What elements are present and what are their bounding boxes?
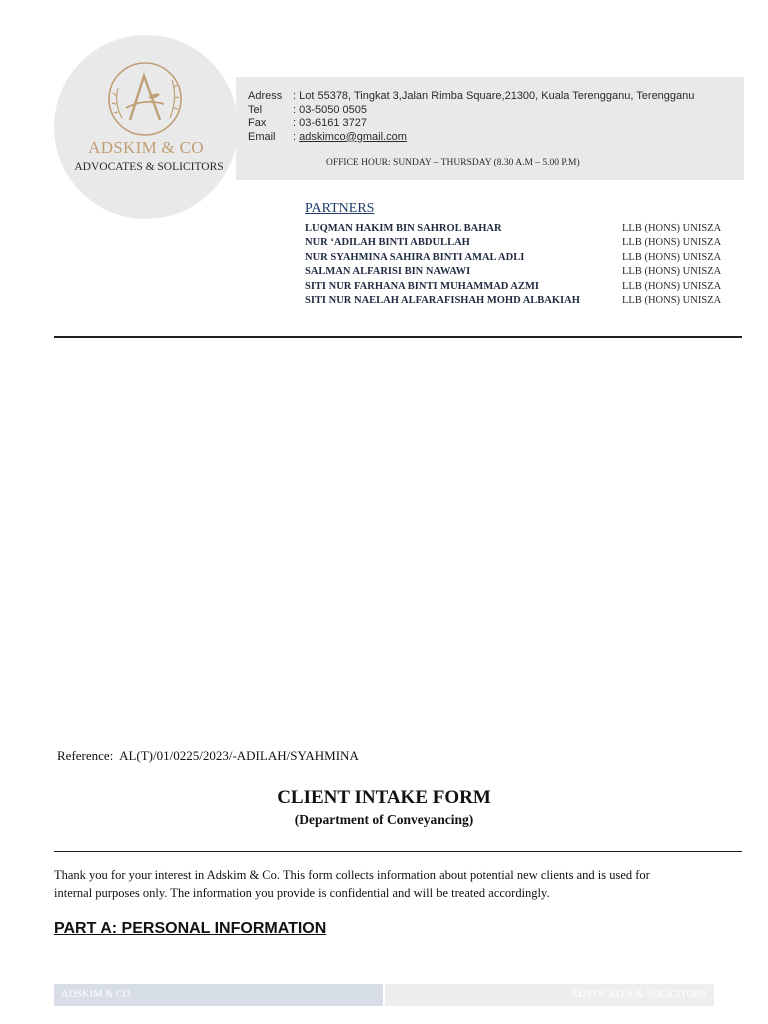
address-label: Adress — [248, 90, 283, 102]
header-divider — [54, 336, 742, 338]
tel-label: Tel — [248, 103, 263, 116]
partner-qualification: LLB (HONS) UNISZA — [622, 294, 722, 306]
partner-name: NUR SYAHMINA SAHIRA BINTI AMAL ADLI — [305, 251, 525, 263]
email-label: Email — [248, 130, 276, 143]
letter-a-wreath-logo-icon — [104, 58, 186, 140]
partner-name: SALMAN ALFARISI BIN NAWAWI — [305, 266, 471, 278]
tel-value: : 03-5050 0505 — [293, 103, 368, 116]
contact-row-address — [248, 90, 694, 104]
fax-label: Fax — [248, 117, 267, 129]
partner-qualification: LLB (HONS) UNISZA — [622, 280, 722, 292]
part-a-heading: PART A: PERSONAL INFORMATION — [54, 920, 327, 937]
partner-row — [305, 294, 735, 308]
firm-subtitle: ADVOCATES & SOLICITORS — [74, 161, 224, 173]
partner-qualification: LLB (HONS) UNISZA — [622, 251, 722, 263]
intro-paragraph — [54, 866, 734, 902]
contact-block — [248, 90, 694, 144]
partner-row — [305, 236, 735, 250]
email-prefix: : — [293, 130, 300, 143]
footer-firm-name: ADSKIM & CO — [54, 984, 383, 1006]
partner-name: LUQMAN HAKIM BIN SAHROL BAHAR — [305, 223, 502, 234]
reference-number: Reference: AL(T)/01/0225/2023/-ADILAH/SYAHMINA — [57, 748, 359, 763]
form-title: CLIENT INTAKE FORM — [277, 787, 491, 808]
partner-qualification: LLB (HONS) UNISZA — [622, 266, 722, 278]
contact-row-email — [248, 131, 694, 145]
footer-firm-subtitle: ADVOCATES & SOLICITORS — [385, 984, 714, 1006]
form-subtitle: (Department of Conveyancing) — [294, 812, 474, 827]
office-hour: OFFICE HOUR: SUNDAY – THURSDAY (8.30 A.M – 5.00 P.M) — [326, 158, 580, 168]
partner-row — [305, 251, 735, 265]
partner-row — [305, 280, 735, 294]
partner-qualification: LLB (HONS) UNISZA — [622, 237, 722, 249]
firm-name: ADSKIM & CO — [88, 138, 204, 157]
partner-row — [305, 222, 735, 236]
partner-qualification: LLB (HONS) UNISZA — [622, 223, 722, 234]
title-divider — [54, 851, 742, 852]
contact-row-tel — [248, 104, 694, 118]
address-value: : Lot 55378, Tingkat 3,Jalan Rimba Square,21300, Kuala Terengganu, Terengganu — [293, 90, 695, 102]
intro-line: internal purposes only. The information you provide is confidential and will be treated accordingly. — [54, 886, 550, 900]
intro-line: Thank you for your interest in Adskim & Co. This form collects information about potential new clients and is used for — [54, 868, 650, 882]
email-link[interactable]: adskimco@gmail.com — [299, 130, 407, 143]
partners-list — [305, 222, 735, 308]
partner-name: SITI NUR FARHANA BINTI MUHAMMAD AZMI — [305, 280, 540, 292]
partners-title: PARTNERS — [305, 201, 375, 216]
partner-row — [305, 265, 735, 279]
fax-value: : 03-6161 3727 — [293, 117, 368, 129]
partner-name: SITI NUR NAELAH ALFARAFISHAH MOHD ALBAKIAH — [305, 294, 580, 306]
contact-row-fax — [248, 117, 694, 131]
partner-name: NUR ‘ADILAH BINTI ABDULLAH — [305, 237, 470, 249]
